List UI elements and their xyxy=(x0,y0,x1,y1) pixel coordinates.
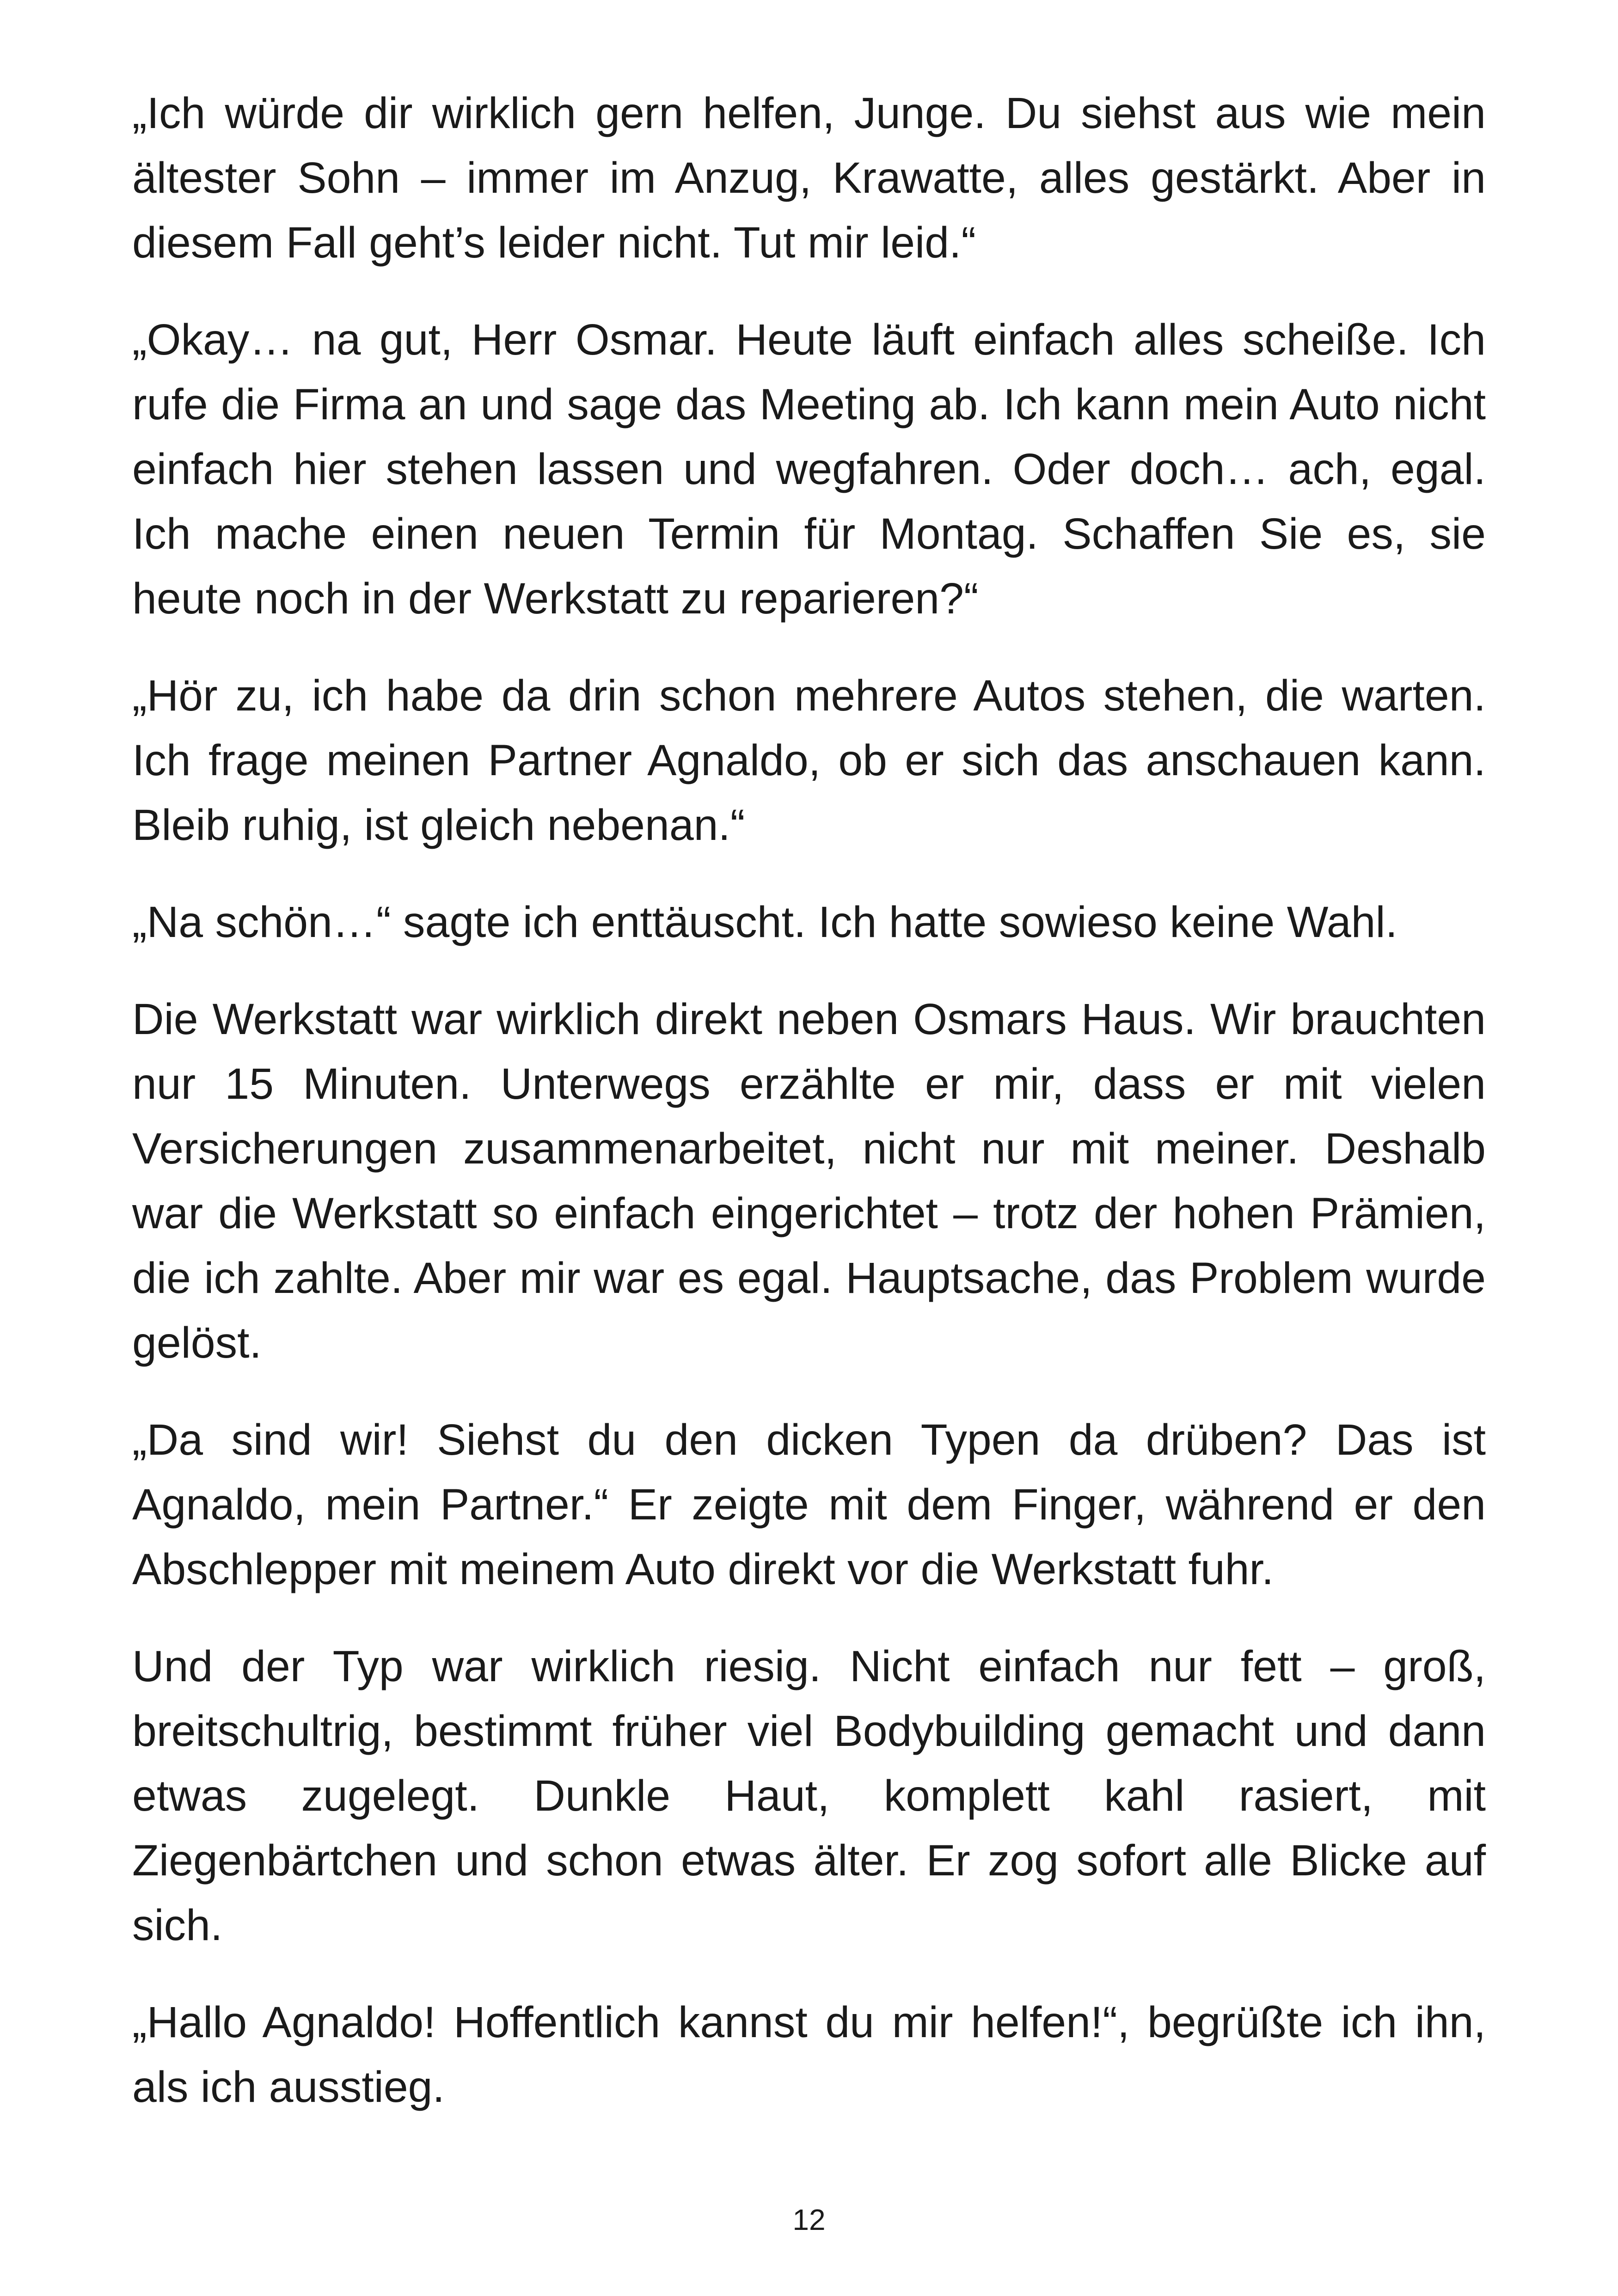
page-number: 12 xyxy=(792,2203,826,2236)
paragraph: „Okay… na gut, Herr Osmar. Heute läuft einfach alles scheiße. Ich rufe die Firma an und sage das Meeting ab. Ich kann mein Auto nicht einfach hier stehen lassen und wegfahren. Oder doch… ach, egal. Ich mache einen neuen Termin für Montag. Schaffen Sie es, sie heute noch in der Werkstatt zu reparieren?“ xyxy=(132,315,1486,623)
paragraph: „Ich würde dir wirklich gern helfen, Junge. Du siehst aus wie mein ältester Sohn – immer im Anzug, Krawatte, alles gestärkt. Aber in diesem Fall geht’s leider nicht. Tut mir leid.“ xyxy=(132,89,1486,267)
paragraph: Die Werkstatt war wirklich direkt neben Osmars Haus. Wir brauchten nur 15 Minuten. Unterwegs erzählte er mir, dass er mit vielen Versicherungen zusammenarbeitet, nicht nur mit meiner. Deshalb war die Werkstatt so einfach eingerichtet – trotz der hohen Prämien, die ich zahlte. Aber mir war es egal. Hauptsache, das Problem wurde gelöst. xyxy=(132,995,1486,1367)
paragraph: „Hallo Agnaldo! Hoffentlich kannst du mir helfen!“, begrüßte ich ihn, als ich ausstieg. xyxy=(132,1998,1486,2112)
paragraph: Und der Typ war wirklich riesig. Nicht einfach nur fett – groß, breitschultrig, bestimmt früher viel Bodybuilding gemacht und dann etwas zugelegt. Dunkle Haut, komplett kahl rasiert, mit Ziegenbärtchen und schon etwas älter. Er zog sofort alle Blicke auf sich. xyxy=(132,1642,1486,1950)
paragraph: „Hör zu, ich habe da drin schon mehrere Autos stehen, die warten. Ich frage meinen Partner Agnaldo, ob er sich das anschauen kann. Bleib ruhig, ist gleich nebenan.“ xyxy=(132,671,1486,850)
page-body xyxy=(132,81,1486,2152)
paragraph: „Da sind wir! Siehst du den dicken Typen da drüben? Das ist Agnaldo, mein Partner.“ Er zeigte mit dem Finger, während er den Abschlepper mit meinem Auto direkt vor die Werkstatt fuhr. xyxy=(132,1415,1486,1594)
paragraph: „Na schön…“ sagte ich enttäuscht. Ich hatte sowieso keine Wahl. xyxy=(132,898,1398,947)
